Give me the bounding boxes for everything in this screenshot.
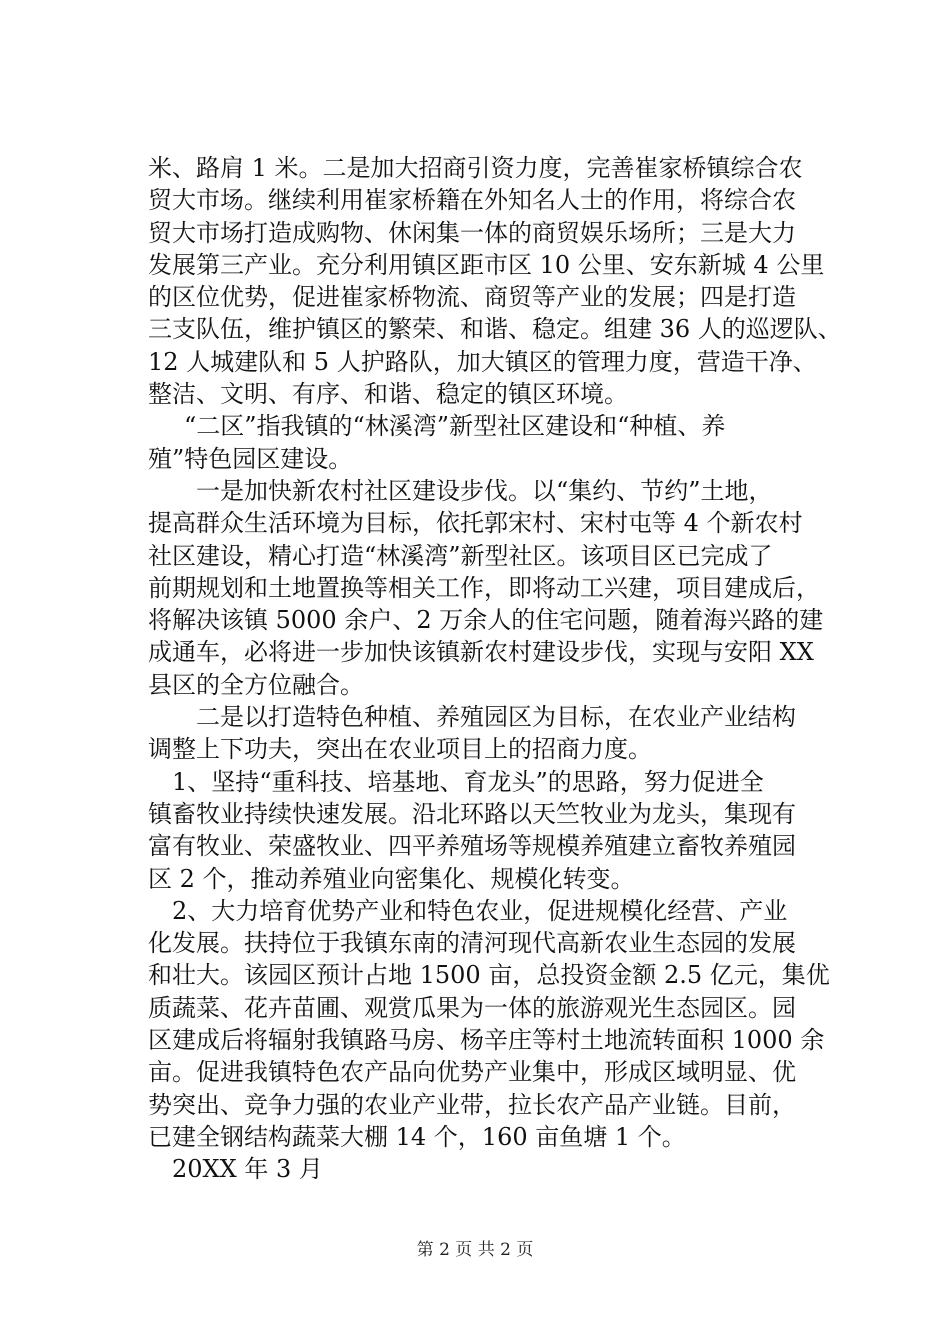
text-line: 三支队伍，维护镇区的繁荣、和谐、稳定。组建 36 人的巡逻队、 <box>148 315 842 344</box>
paragraph-first-line: 1、坚持“重科技、培基地、育龙头”的思路，努力促进全 <box>172 767 764 796</box>
text-line: 米、路肩 1 米。二是加大招商引资力度，完善崔家桥镇综合农 <box>148 154 803 182</box>
text-line: 成通车，必将进一步加快该镇新农村建设步伐，实现与安阳 XX <box>148 638 814 667</box>
text-line: 亩。促进我镇特色农产品向优势产业集中，形成区域明显、优 <box>148 1058 796 1087</box>
text-line: 将解决该镇 5000 余户、2 万余人的住宅问题，随着海兴路的建 <box>148 606 824 635</box>
page-footer <box>0 1238 950 1262</box>
text-line: 整洁、文明、有序、和谐、稳定的镇区环境。 <box>148 380 628 409</box>
text-line: 前期规划和土地置换等相关工作，即将动工兴建，项目建成后， <box>148 573 820 602</box>
text-line: 的区位优势，促进崔家桥物流、商贸等产业的发展；四是打造 <box>148 283 796 312</box>
page-number-label: 第 2 页 共 2 页 <box>416 1240 534 1260</box>
text-line: 和壮大。该园区预计占地 1500 亩，总投资金额 2.5 亿元，集优 <box>148 961 830 990</box>
text-line: 质蔬菜、花卉苗圃、观赏瓜果为一体的旅游观光生态园区。园 <box>148 993 796 1022</box>
text-line: 发展第三产业。充分利用镇区距市区 10 公里、安东新城 4 公里 <box>148 250 825 279</box>
text-line: 贸大市场。继续利用崔家桥籍在外知名人士的作用，将综合农 <box>148 186 796 215</box>
paragraph-first-line: “二区”指我镇的“林溪湾”新型社区建设和“种植、养 <box>184 412 726 441</box>
text-line: 殖”特色园区建设。 <box>148 444 353 473</box>
text-line: 县区的全方位融合。 <box>148 670 364 699</box>
text-line: 势突出、竞争力强的农业产业带，拉长农产品产业链。目前， <box>148 1090 796 1119</box>
paragraph-first-line: 2、大力培育优势产业和特色农业，促进规模化经营、产业 <box>172 896 788 925</box>
text-line: 已建全钢结构蔬菜大棚 14 个，160 亩鱼塘 1 个。 <box>148 1122 686 1151</box>
text-line: 区 2 个，推动养殖业向密集化、规模化转变。 <box>148 864 635 893</box>
body-text <box>148 152 842 1186</box>
text-line: 贸大市场打造成购物、休闲集一体的商贸娱乐场所；三是大力 <box>148 218 796 247</box>
document-date: 20XX 年 3 月 <box>172 1155 323 1184</box>
text-line: 12 人城建队和 5 人护路队，加大镇区的管理力度，营造干净、 <box>148 347 817 376</box>
text-line: 区建成后将辐射我镇路马房、杨辛庄等村土地流转面积 1000 余 <box>148 1026 825 1055</box>
text-line: 镇畜牧业持续快速发展。沿北环路以天竺牧业为龙头，集现有 <box>148 799 796 828</box>
text-line: 提高群众生活环境为目标，依托郭宋村、宋村屯等 4 个新农村 <box>148 509 803 538</box>
paragraph-first-line: 一是加快新农村社区建设步伐。以“集约、节约”土地， <box>196 476 773 505</box>
text-line: 富有牧业、荣盛牧业、四平养殖场等规模养殖建立畜牧养殖园 <box>148 832 796 861</box>
text-line: 社区建设，精心打造“林溪湾”新型社区。该项目区已完成了 <box>148 541 773 570</box>
text-line: 化发展。扶持位于我镇东南的清河现代高新农业生态园的发展 <box>148 929 796 958</box>
text-line: 调整上下功夫，突出在农业项目上的招商力度。 <box>148 735 652 764</box>
paragraph-first-line: 二是以打造特色种植、养殖园区为目标，在农业产业结构 <box>196 703 796 732</box>
